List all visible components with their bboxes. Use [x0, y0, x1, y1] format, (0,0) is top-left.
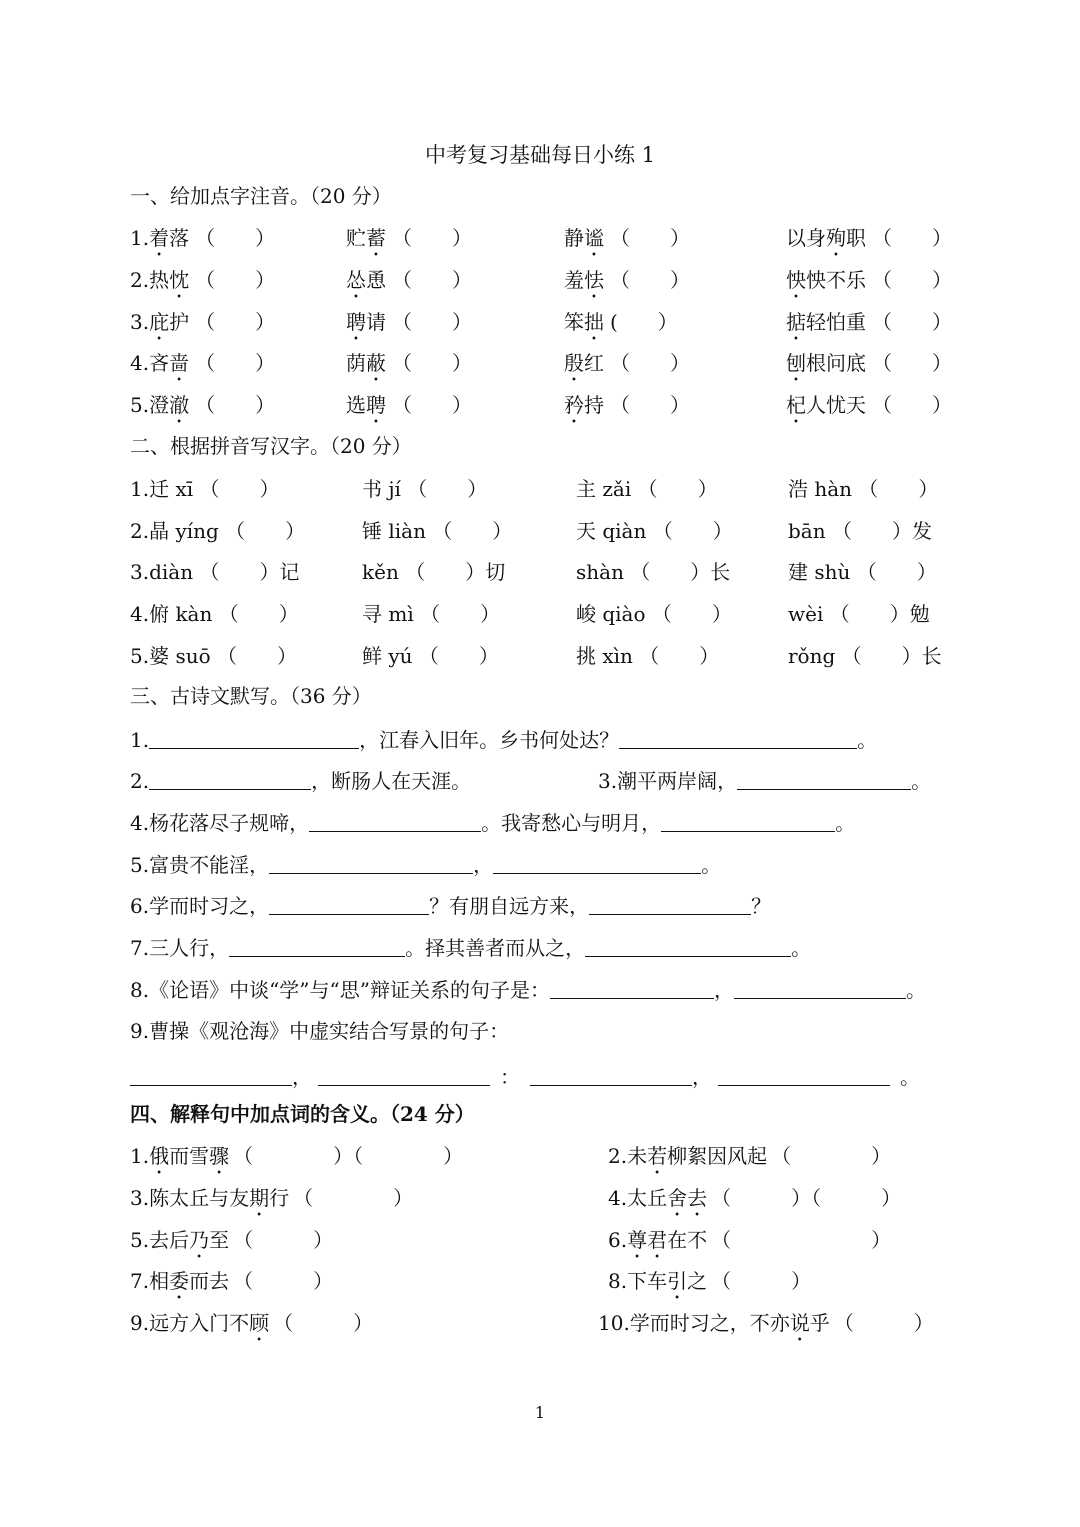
hanzi-item[interactable]: 书 jí （ ）	[362, 477, 488, 501]
pinyin-item: 笨拙 ( ）	[564, 310, 678, 334]
poem-line-6: 6.学而时习之， ？有朋自远方来， ？	[130, 894, 772, 918]
pinyin-item: 1.着落 （ ）	[130, 226, 276, 250]
explain-item: 10.学而时习之，不亦说乎 （ ）	[598, 1311, 934, 1335]
explain-item: 6.尊君在不 （ ）	[608, 1228, 892, 1252]
poem-line-8: 8.《论语》中谈“学”与“思”辩证关系的句子是： ， 。	[130, 978, 926, 1002]
poem-line-7: 7.三人行， 。择其善者而从之， 。	[130, 936, 812, 960]
answer-parens[interactable]: （ ）	[195, 268, 276, 292]
pinyin-item: 静谧 （ ）	[564, 226, 690, 250]
pinyin-item: 4.吝啬 （ ）	[130, 351, 276, 375]
pinyin-item: 怂恿 （ ）	[346, 268, 472, 292]
section-1-heading: 一、给加点字注音。（20 分）	[130, 184, 392, 208]
answer-parens[interactable]: （ ）	[610, 351, 690, 375]
hanzi-item[interactable]: 鲜 yú （ ）	[362, 644, 499, 668]
answer-parens[interactable]: （ ）	[392, 310, 472, 334]
page-title: 中考复习基础每日小练 1	[424, 143, 656, 167]
answer-parens[interactable]: （ ）	[872, 310, 952, 334]
answer-parens[interactable]: （ ）	[195, 393, 276, 417]
pinyin-item: 以身殉职 （ ）	[786, 226, 952, 250]
answer-parens[interactable]: （ ）	[872, 351, 952, 375]
answer-parens[interactable]: （ ）	[610, 393, 690, 417]
answer-parens[interactable]: （ ）	[610, 226, 690, 250]
answer-parens[interactable]: （ ）	[833, 1311, 934, 1335]
hanzi-item[interactable]: 1.迁 xī （ ）	[130, 477, 280, 501]
hanzi-item[interactable]: 天 qiàn （ ）	[576, 519, 733, 543]
pinyin-item: 5.澄澈 （ ）	[130, 393, 276, 417]
hanzi-item[interactable]: 寻 mì （ ）	[362, 602, 501, 626]
answer-parens[interactable]: （ ）	[233, 1269, 334, 1293]
hanzi-item[interactable]: 建 shù （ ）	[788, 560, 937, 584]
answer-parens[interactable]: （ ）	[711, 1228, 892, 1252]
hanzi-item[interactable]: rǒng （ ）长	[788, 644, 942, 668]
answer-parens[interactable]: （ ）	[293, 1186, 414, 1210]
poem-line-4: 4.杨花落尽子规啼， 。我寄愁心与明月， 。	[130, 811, 856, 835]
answer-parens[interactable]: （ ）	[392, 351, 472, 375]
pinyin-item: 杞人忧天 （ ）	[786, 393, 952, 417]
pinyin-item: 掂轻怕重 （ ）	[786, 310, 952, 334]
explain-item: 1.俄而雪骤 （ ）（ ）	[130, 1144, 464, 1168]
hanzi-item[interactable]: kěn （ ）切	[362, 560, 506, 584]
answer-blank[interactable]	[130, 1065, 292, 1086]
hanzi-item[interactable]: 4.俯 kàn （ ）	[130, 602, 299, 626]
answer-blank[interactable]	[229, 936, 405, 957]
answer-blank[interactable]	[589, 894, 751, 915]
hanzi-item[interactable]: 锤 liàn （ ）	[362, 519, 513, 543]
hanzi-item[interactable]: 3.diàn （ ）记	[130, 560, 300, 584]
answer-parens[interactable]: （ ）	[872, 268, 952, 292]
answer-parens[interactable]: （ ）	[872, 226, 952, 250]
pinyin-item: 2.热忱 （ ）	[130, 268, 276, 292]
explain-item: 7.相委而去 （ ）	[130, 1269, 334, 1293]
section-3-heading: 三、古诗文默写。（36 分）	[130, 684, 372, 708]
answer-parens[interactable]: （ ）	[195, 351, 276, 375]
pinyin-item: 选聘 （ ）	[346, 393, 472, 417]
poem-line-1: 1. ，江春入旧年。乡书何处达？ 。	[130, 728, 878, 752]
explain-item: 8.下车引之 （ ）	[608, 1269, 812, 1293]
answer-parens[interactable]: （ ）	[711, 1269, 812, 1293]
answer-blank[interactable]	[619, 728, 857, 749]
answer-blank[interactable]	[734, 978, 906, 999]
pinyin-item: 殷红 （ ）	[564, 351, 690, 375]
answer-blank[interactable]	[585, 936, 791, 957]
answer-parens[interactable]: （ ）（ ）	[233, 1144, 464, 1168]
answer-parens[interactable]: （ ）（ ）	[711, 1186, 902, 1210]
pinyin-item: 羞怯 （ ）	[564, 268, 690, 292]
hanzi-item[interactable]: shàn （ ）长	[576, 560, 731, 584]
pinyin-item: 刨根问底 （ ）	[786, 351, 952, 375]
poem-line-9: 9.曹操《观沧海》中虚实结合写景的句子：	[130, 1019, 510, 1043]
hanzi-item[interactable]: 2.晶 yíng （ ）	[130, 519, 306, 543]
answer-parens[interactable]: （ ）	[195, 226, 276, 250]
explain-item: 5.去后乃至 （ ）	[130, 1228, 334, 1252]
hanzi-item[interactable]: 5.婆 suō （ ）	[130, 644, 297, 668]
hanzi-item[interactable]: 挑 xìn （ ）	[576, 644, 720, 668]
answer-parens[interactable]: （ ）	[233, 1228, 334, 1252]
answer-blank[interactable]	[269, 853, 473, 874]
answer-parens[interactable]: （ ）	[872, 393, 952, 417]
pinyin-item: 聘请 （ ）	[346, 310, 472, 334]
answer-parens[interactable]: （ ）	[392, 268, 472, 292]
hanzi-item[interactable]: 浩 hàn （ ）	[788, 477, 939, 501]
answer-blank[interactable]	[269, 894, 429, 915]
answer-blank[interactable]	[309, 811, 481, 832]
hanzi-item[interactable]: bān （ ）发	[788, 519, 932, 543]
pinyin-item: 贮蓄 （ ）	[346, 226, 472, 250]
answer-blank[interactable]	[149, 728, 359, 749]
answer-blank[interactable]	[661, 811, 835, 832]
pinyin-item: 荫蔽 （ ）	[346, 351, 472, 375]
explain-item: 2.未若柳絮因风起 （ ）	[608, 1144, 892, 1168]
section-2-heading: 二、根据拼音写汉字。（20 分）	[130, 434, 412, 458]
pinyin-item: 3.庇护 （ ）	[130, 310, 276, 334]
explain-item: 4.太丘舍去 （ ）（ ）	[608, 1186, 902, 1210]
hanzi-item[interactable]: 主 zǎi （ ）	[576, 477, 718, 501]
hanzi-item[interactable]: wèi （ ）勉	[788, 602, 930, 626]
poem-line-9-blanks: ， ： ， 。	[130, 1064, 920, 1090]
answer-blank[interactable]	[737, 769, 911, 790]
poem-line-3: 3.潮平两岸阔， 。	[598, 769, 932, 793]
answer-parens[interactable]: （ ）	[195, 310, 276, 334]
answer-parens[interactable]: （ ）	[610, 268, 690, 292]
explain-item: 3.陈太丘与友期行 （ ）	[130, 1186, 414, 1210]
hanzi-item[interactable]: 峻 qiào （ ）	[576, 602, 732, 626]
section-4-heading: 四、解释句中加点词的含义。（24 分）	[130, 1102, 475, 1126]
pinyin-item: 怏怏不乐 （ ）	[786, 268, 952, 292]
poem-line-2: 2. ，断肠人在天涯。	[130, 769, 472, 793]
answer-parens[interactable]: （ ）	[771, 1144, 892, 1168]
answer-blank[interactable]	[550, 978, 714, 999]
answer-blank[interactable]	[530, 1065, 692, 1086]
answer-parens[interactable]: （ ）	[273, 1311, 374, 1335]
answer-parens[interactable]: （ ）	[392, 226, 472, 250]
poem-line-5: 5.富贵不能淫， ， 。	[130, 853, 722, 877]
answer-blank[interactable]	[493, 853, 701, 874]
answer-parens[interactable]: ( ）	[610, 310, 678, 334]
answer-blank[interactable]	[718, 1065, 890, 1086]
pinyin-item: 矜持 （ ）	[564, 393, 690, 417]
answer-blank[interactable]	[318, 1065, 490, 1086]
page-number: 1	[534, 1403, 546, 1422]
explain-item: 9.远方入门不顾 （ ）	[130, 1311, 374, 1335]
answer-blank[interactable]	[149, 769, 311, 790]
answer-parens[interactable]: （ ）	[392, 393, 472, 417]
